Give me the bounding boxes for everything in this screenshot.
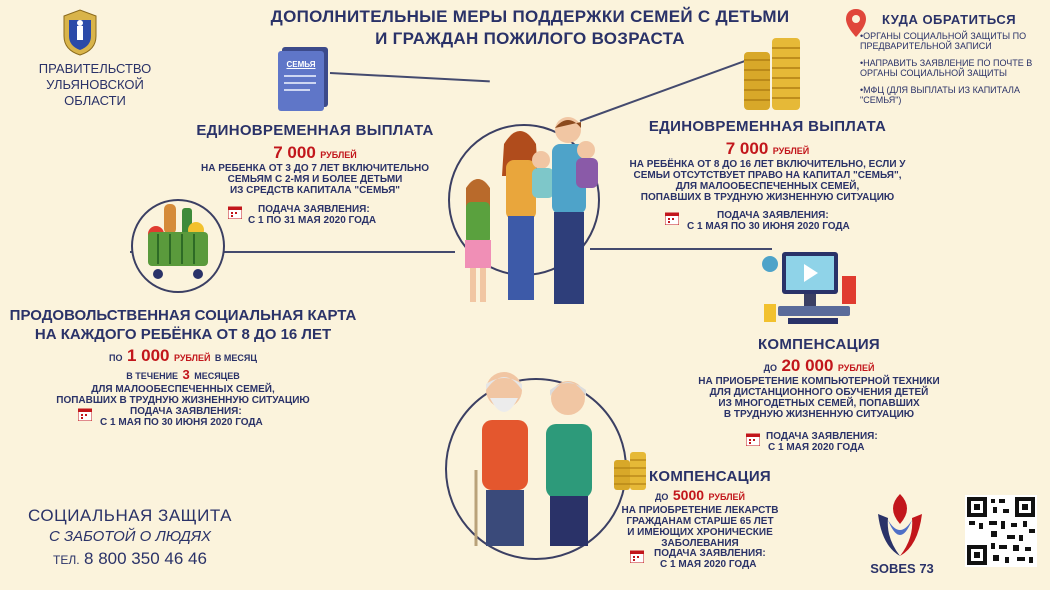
footer-slogan: С ЗАБОТОЙ О ЛЮДЯХ (48, 528, 212, 545)
apply-label: ПОДАЧА ЗАЯВЛЕНИЯ: (654, 548, 766, 559)
payment-8-16-currency: РУБЛЕЙ (772, 146, 810, 156)
apply-period: С 1 МАЯ ПО 30 ИЮНЯ 2020 ГОДА (100, 417, 263, 428)
comp-computer-desc: В ТРУДНУЮ ЖИЗНЕННУЮ СИТУАЦИЮ (723, 409, 915, 420)
payment-3-7-amount: 7 000 (273, 143, 316, 162)
comp-medicine-prefix: ДО (655, 492, 669, 502)
payment-3-7-currency: РУБЛЕЙ (320, 150, 357, 160)
comp-computer-title: КОМПЕНСАЦИЯ (757, 336, 881, 353)
payment-3-7-desc: НА РЕБЕНКА ОТ 3 ДО 7 ЛЕТ ВКЛЮЧИТЕЛЬНО (200, 163, 430, 174)
comp-medicine-desc: НА ПРИОБРЕТЕНИЕ ЛЕКАРСТВ (621, 505, 779, 516)
document-label: СЕМЬЯ (286, 60, 316, 69)
comp-medicine-desc: И ИМЕЮЩИХ ХРОНИЧЕСКИЕ ЗАБОЛЕВАНИЯ (627, 527, 773, 549)
phone-number[interactable]: 8 800 350 46 46 (84, 549, 207, 568)
food-card-amount: 1 000 (126, 346, 170, 365)
payment-8-16-desc: НА РЕБЁНКА ОТ 8 ДО 16 ЛЕТ ВКЛЮЧИТЕЛЬНО, ЕСЛИ У (629, 159, 906, 170)
apply-label: ПОДАЧА ЗАЯВЛЕНИЯ: (258, 204, 370, 215)
payment-8-16-desc: ПОПАВШИХ В ТРУДНУЮ ЖИЗНЕННУЮ СИТУАЦИЮ (640, 192, 895, 203)
payment-3-7-desc: ИЗ СРЕДСТВ КАПИТАЛА "СЕМЬЯ" (229, 185, 401, 196)
food-card-suffix: В МЕСЯЦ (214, 353, 257, 363)
calendar-icon (78, 408, 92, 421)
comp-computer-prefix: ДО (763, 363, 777, 373)
apply-period: С 1 МАЯ ПО 30 ИЮНЯ 2020 ГОДА (687, 221, 850, 232)
comp-computer-desc: ДЛЯ ДИСТАНЦИОННОГО ОБУЧЕНИЯ ДЕТЕЙ (709, 387, 929, 398)
sobes-label: SOBES 73 (870, 561, 934, 576)
payment-3-7-desc: СЕМЬЯМ С 2-МЯ И БОЛЕЕ ДЕТЬМИ (227, 174, 403, 185)
connector-line (590, 248, 772, 250)
apply-label: ПОДАЧА ЗАЯВЛЕНИЯ: (766, 431, 878, 442)
page-title: ДОПОЛНИТЕЛЬНЫЕ МЕРЫ ПОДДЕРЖКИ СЕМЕЙ С ДЕТЬМИ (270, 7, 790, 26)
apply-option-item: •НАПРАВИТЬ ЗАЯВЛЕНИЕ ПО ПОЧТЕ В ОРГАНЫ СОЦИАЛЬНОЙ ЗАЩИТЫ (860, 58, 1033, 78)
comp-medicine-currency: РУБЛЕЙ (708, 492, 745, 502)
calendar-icon (630, 550, 644, 563)
apply-period: С 1 ПО 31 МАЯ 2020 ГОДА (248, 215, 377, 226)
footer-title: СОЦИАЛЬНАЯ ЗАЩИТА (28, 506, 232, 525)
sobes-logo-icon (870, 490, 930, 565)
food-card-title: ПРОДОВОЛЬСТВЕННАЯ СОЦИАЛЬНАЯ КАРТА (9, 307, 357, 324)
food-card-prefix: ПО (109, 353, 123, 363)
connector-line (330, 72, 490, 82)
page-subtitle: И ГРАЖДАН ПОЖИЛОГО ВОЗРАСТА (375, 29, 685, 48)
payment-3-7-title: ЕДИНОВРЕМЕННАЯ ВЫПЛАТА (196, 122, 434, 139)
food-card-subtitle: НА КАЖДОГО РЕБЁНКА ОТ 8 ДО 16 ЛЕТ (34, 326, 332, 343)
emblem-icon (60, 8, 100, 56)
coins-icon (738, 32, 808, 119)
apply-label: ПОДАЧА ЗАЯВЛЕНИЯ: (130, 406, 242, 417)
where-to-apply-title: КУДА ОБРАТИТЬСЯ (882, 12, 1017, 27)
qr-code-icon[interactable] (965, 495, 1037, 572)
payment-8-16-desc: СЕМЬИ ОТСУТСТВУЕТ ПРАВО НА КАПИТАЛ "СЕМЬЯ", (633, 170, 902, 181)
comp-medicine-amount: 5000 (672, 487, 705, 503)
comp-computer-amount: 20 000 (781, 356, 834, 375)
comp-medicine-title: КОМПЕНСАЦИЯ (648, 468, 772, 485)
calendar-icon (228, 206, 242, 219)
calendar-icon (665, 212, 679, 225)
phone-label: ТЕЛ. (53, 553, 80, 567)
document-icon (272, 45, 332, 111)
comp-computer-desc: ИЗ МНОГОДЕТНЫХ СЕМЕЙ, ПОПАВШИХ (718, 398, 920, 409)
apply-period: С 1 МАЯ 2020 ГОДА (660, 559, 757, 570)
comp-computer-currency: РУБЛЕЙ (837, 363, 875, 373)
apply-option-item: •МФЦ (ДЛЯ ВЫПЛАТЫ ИЗ КАПИТАЛА "СЕМЬЯ") (860, 85, 1020, 105)
payment-8-16-desc: ДЛЯ МАЛООБЕСПЕЧЕННЫХ СЕМЕЙ, (675, 181, 860, 192)
comp-computer-desc: НА ПРИОБРЕТЕНИЕ КОМПЬЮТЕРНОЙ ТЕХНИКИ (698, 376, 940, 387)
food-card-desc: ПОПАВШИХ В ТРУДНУЮ ЖИЗНЕННУЮ СИТУАЦИЮ (56, 395, 310, 406)
comp-medicine-desc: ГРАЖДАНАМ СТАРШЕ 65 ЛЕТ (626, 516, 774, 527)
food-card-desc: ДЛЯ МАЛООБЕСПЕЧЕННЫХ СЕМЕЙ, (91, 384, 275, 395)
family-illustration (448, 104, 608, 319)
apply-period: С 1 МАЯ 2020 ГОДА (768, 442, 865, 453)
apply-option-item: •ОРГАНЫ СОЦИАЛЬНОЙ ЗАЩИТЫ ПО ПРЕДВАРИТЕЛЬНОЙ ЗАПИСИ (860, 31, 1027, 51)
calendar-icon (746, 433, 760, 446)
food-card-months-suffix: МЕСЯЦЕВ (194, 371, 240, 381)
food-card-months-prefix: В ТЕЧЕНИЕ (126, 371, 179, 381)
food-card-currency: РУБЛЕЙ (173, 353, 211, 363)
food-card-months: 3 (182, 367, 190, 382)
payment-8-16-amount: 7 000 (725, 139, 769, 158)
gov-name-line2: УЛЬЯНОВСКОЙ ОБЛАСТИ (46, 77, 144, 108)
payment-8-16-title: ЕДИНОВРЕМЕННАЯ ВЫПЛАТА (648, 118, 887, 135)
gov-name-line1: ПРАВИТЕЛЬСТВО (38, 61, 152, 76)
grocery-basket-icon (128, 198, 228, 299)
computer-icon (758, 246, 860, 333)
apply-label: ПОДАЧА ЗАЯВЛЕНИЯ: (717, 210, 829, 221)
